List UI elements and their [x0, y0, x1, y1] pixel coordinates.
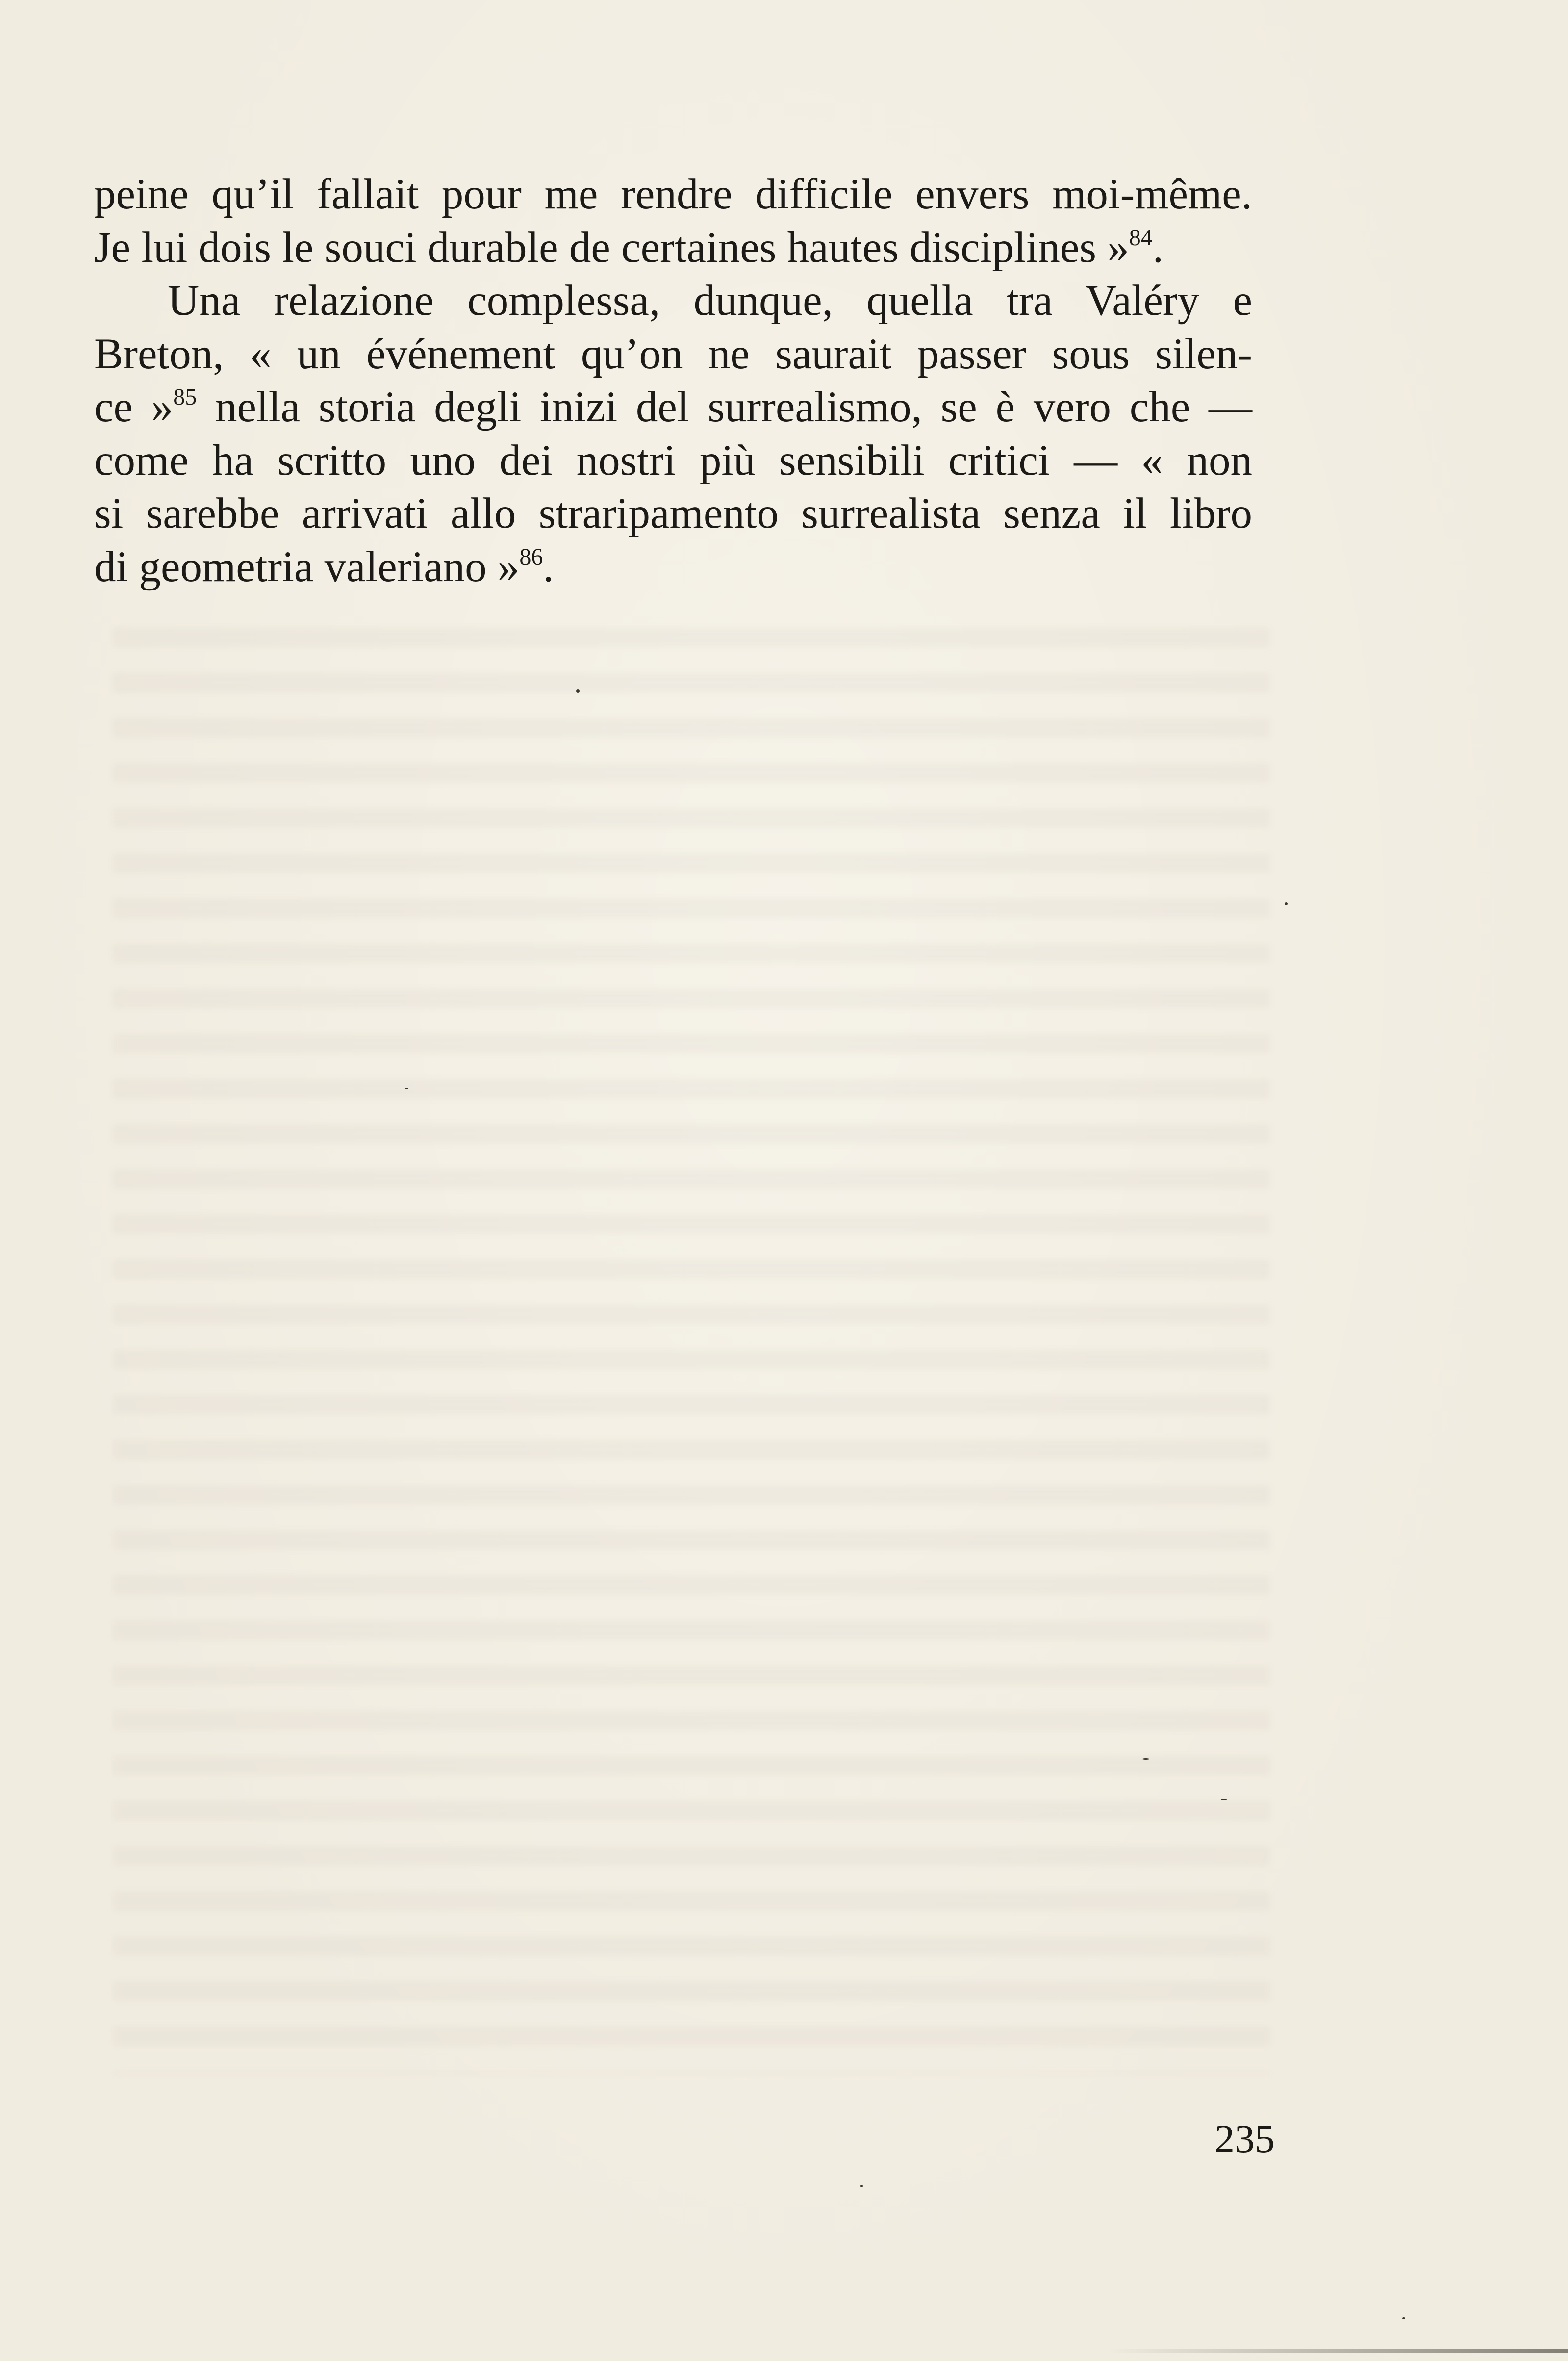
text-run: nella storia degli inizi del surrealismo, se è vero che — — [197, 383, 1252, 431]
text-run: peine qu’il fallait pour me rendre difficile envers moi-même. — [94, 170, 1252, 218]
footnote-ref: 84 — [1129, 224, 1153, 251]
text-run: ce » — [94, 383, 174, 431]
footnote-ref: 86 — [519, 543, 543, 570]
text-line — [94, 381, 1252, 434]
text-line — [94, 487, 1252, 540]
text-line — [94, 168, 1252, 221]
text-line — [94, 540, 1252, 594]
paper-speck — [1402, 2317, 1405, 2319]
text-run: si sarebbe arrivati allo straripamento surrealista senza il libro — [94, 489, 1252, 538]
paragraph — [94, 274, 1252, 593]
text-line — [94, 274, 1252, 328]
paper-speck — [1285, 902, 1288, 905]
page-edge-shadow — [1108, 2349, 1568, 2353]
show-through-text — [113, 628, 1270, 2075]
paper-speck — [1142, 1758, 1149, 1760]
text-run: Je lui dois le souci durable de certaines hautes disciplines » — [94, 223, 1129, 272]
paper-speck — [576, 689, 580, 693]
footnote-ref: 85 — [173, 384, 197, 410]
paragraph — [94, 168, 1252, 274]
text-run: . — [543, 542, 554, 591]
text-run: come ha scritto uno dei nostri più sensibili critici — « non — [94, 436, 1252, 485]
paper-speck — [405, 1088, 408, 1089]
text-run: . — [1152, 223, 1163, 272]
text-run: di geometria valeriano » — [94, 542, 520, 591]
body-text — [94, 168, 1252, 593]
paper-speck — [860, 2185, 863, 2187]
text-line — [94, 328, 1252, 381]
paper-speck — [1221, 1799, 1227, 1800]
text-line — [94, 434, 1252, 488]
text-line — [94, 221, 1252, 275]
page-number: 235 — [1214, 2116, 1275, 2161]
text-run: Una relazione complessa, dunque, quella tra Valéry e — [168, 277, 1252, 325]
text-run: Breton, « un événement qu’on ne saurait passer sous silen- — [94, 330, 1252, 378]
